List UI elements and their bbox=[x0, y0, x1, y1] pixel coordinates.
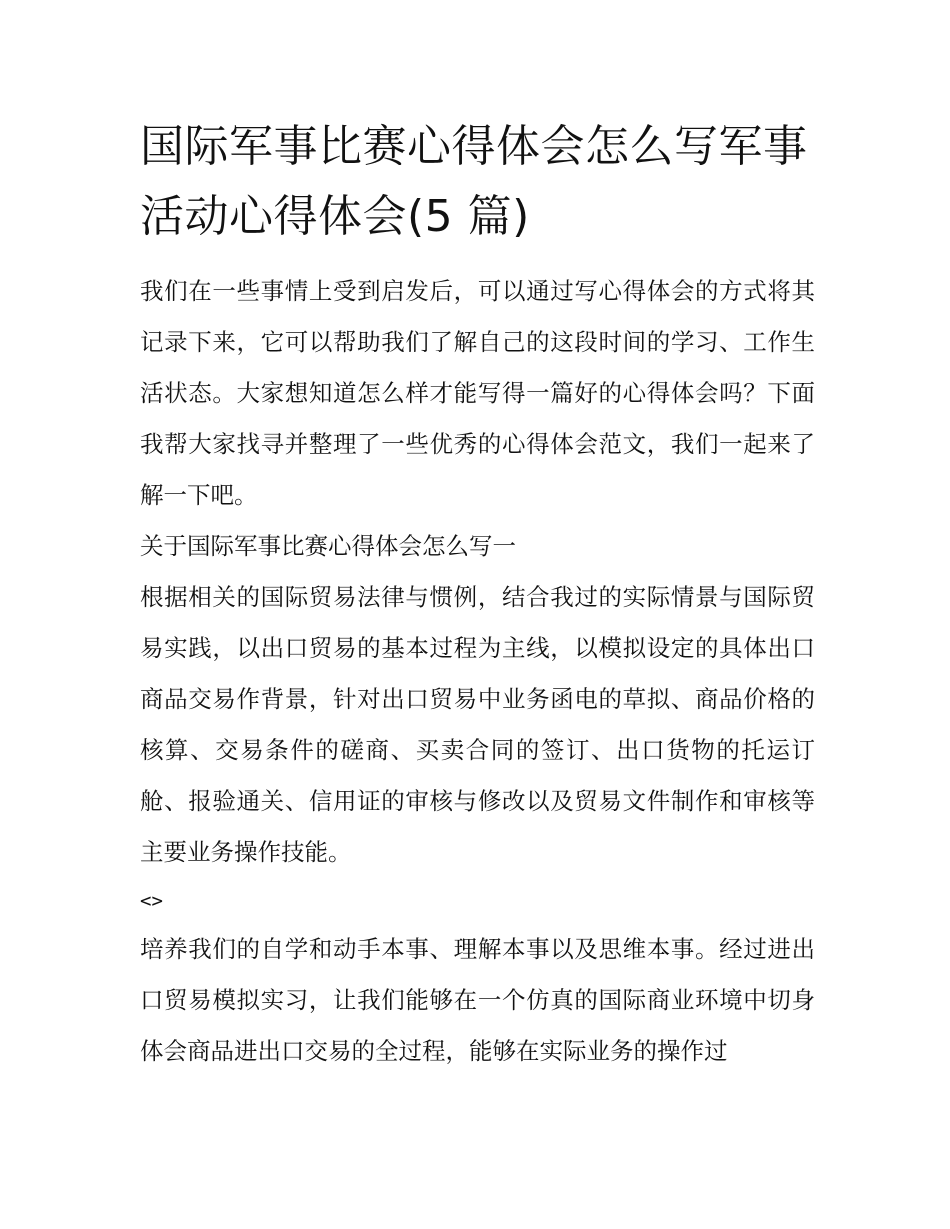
document-title: 国际军事比赛心得体会怎么写军事活动心得体会(5 篇) bbox=[140, 121, 808, 242]
body-paragraph-2: 培养我们的自学和动手本事、理解本事以及思维本事。经过进出口贸易模拟实习，让我们能够在一个仿真的国际商业环境中切身体会商品进出口交易的全过程，能够在实际业务的操作过 bbox=[140, 935, 815, 1065]
body-paragraph-1: 根据相关的国际贸易法律与惯例，结合我过的实际情景与国际贸易实践，以出口贸易的基本过程为主线，以模拟设定的具体出口商品交易作背景，针对出口贸易中业务函电的草拟、商品价格的核算、交易条件的磋商、买卖合同的签订、出口货物的托运订舱、报验通关、信用证的审核与修改以及贸易文件制作和审核等主要业务操作技能。 bbox=[140, 583, 815, 866]
placeholder-marker: <> bbox=[140, 890, 163, 912]
intro-paragraph: 我们在一些事情上受到启发后，可以通过写心得体会的方式将其记录下来，它可以帮助我们了解自己的这段时间的学习、工作生活状态。大家想知道怎么样才能写得一篇好的心得体会吗？下面我帮大家找寻并整理了一些优秀的心得体会范文，我们一起来了解一下吧。 bbox=[140, 277, 815, 509]
document-body bbox=[140, 112, 815, 1077]
section-heading: 关于国际军事比赛心得体会怎么写一 bbox=[140, 532, 516, 560]
